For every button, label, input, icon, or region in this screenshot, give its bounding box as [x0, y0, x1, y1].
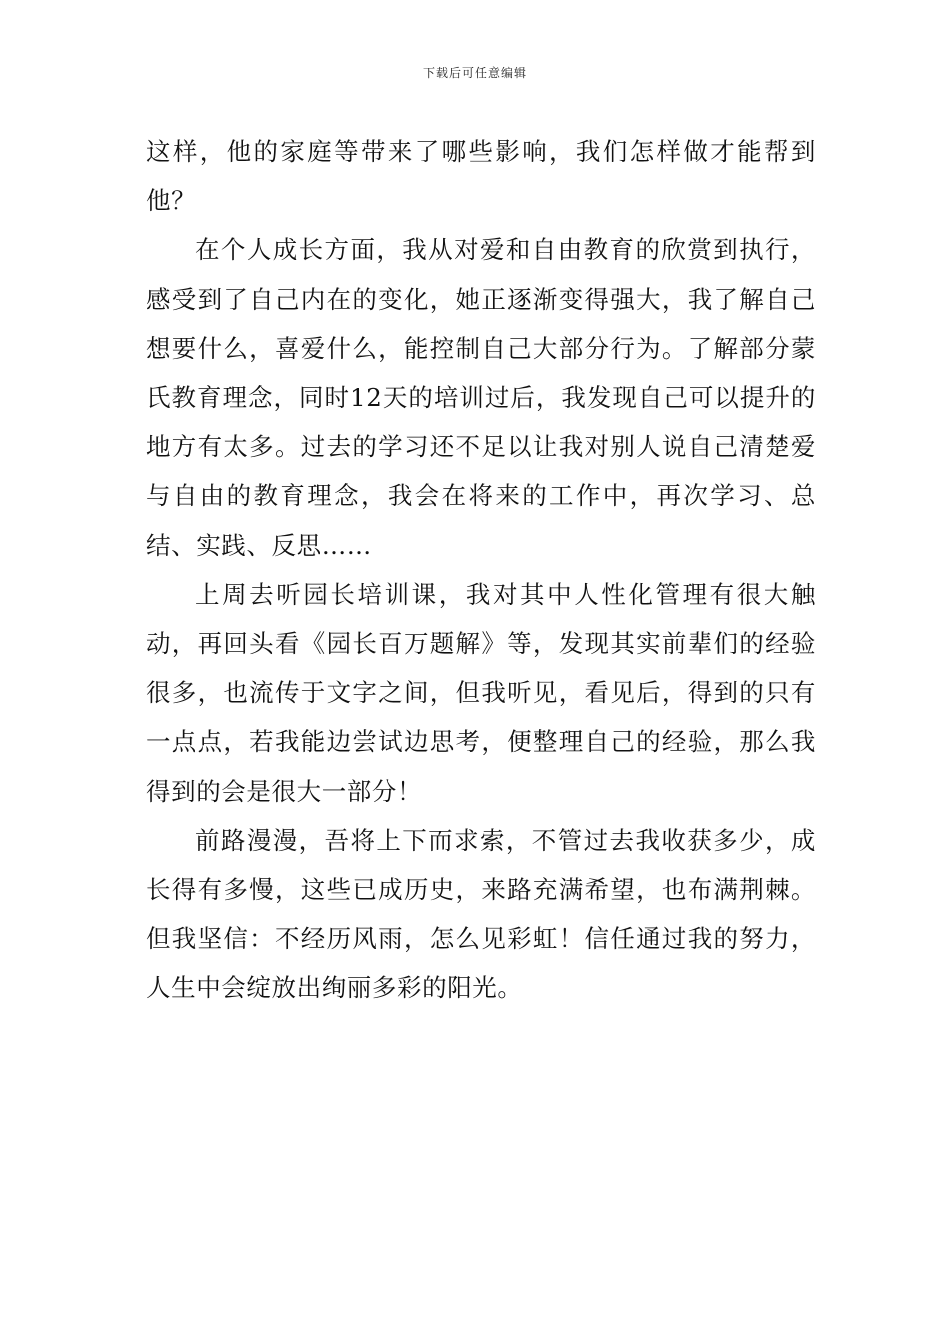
paragraph-conclusion: 前路漫漫，吾将上下而求索，不管过去我收获多少，成长得有多慢，这些已成历史，来路充满希望，也布满荆棘。但我坚信：不经历风雨，怎么见彩虹！信任通过我的努力，人生中会绽放出绚丽多彩的阳光。 [146, 825, 816, 1003]
paragraph-continuation: 这样，他的家庭等带来了哪些影响，我们怎样做才能帮到他？ [146, 137, 816, 216]
page-header-note: 下载后可任意编辑 [422, 66, 527, 80]
body-text [146, 127, 816, 1013]
paragraph-director-training: 上周去听园长培训课，我对其中人性化管理有很大触动，再回头看《园长百万题解》等，发现其实前辈们的经验很多，也流传于文字之间，但我听见，看见后，得到的只有一点点，若我能边尝试边思考，便整理自己的经验，那么我得到的会是很大一部分！ [146, 579, 816, 806]
paragraph-personal-growth: 在个人成长方面，我从对爱和自由教育的欣赏到执行，感受到了自己内在的变化，她正逐渐变得强大，我了解自己想要什么，喜爱什么，能控制自己大部分行为。了解部分蒙氏教育理念，同时12天的培训过后，我发现自己可以提升的地方有太多。过去的学习还不足以让我对别人说自己清楚爱与自由的教育理念，我会在将来的工作中，再次学习、总结、实践、反思…… [146, 235, 816, 560]
